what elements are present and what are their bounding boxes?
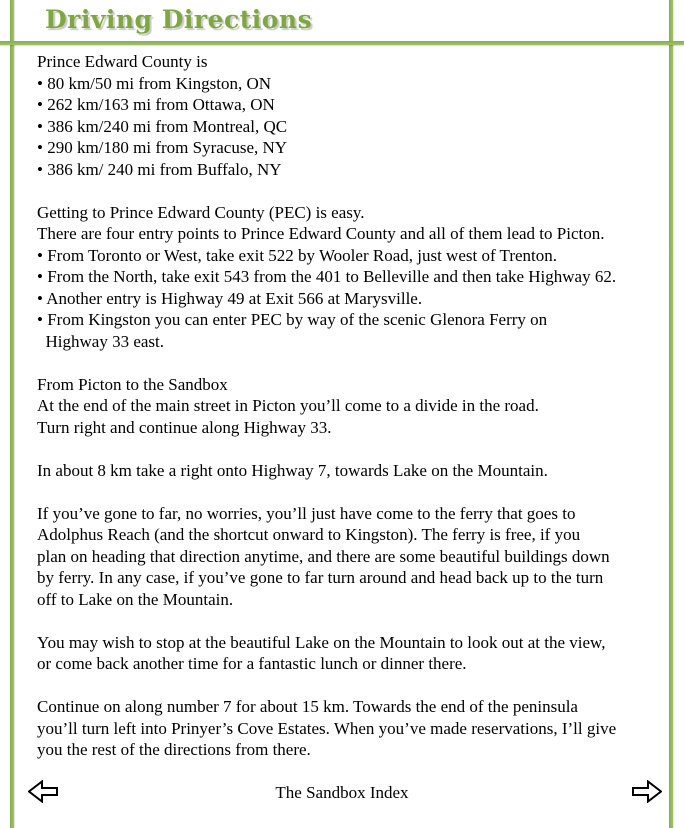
text-line: • Another entry is Highway 49 at Exit 566 at Marysville. bbox=[37, 288, 423, 308]
paragraph-distances bbox=[37, 51, 662, 180]
text-line: • 386 km/240 mi from Montreal, QC bbox=[37, 116, 288, 136]
right-arrow-icon bbox=[632, 780, 662, 803]
text-line: If you’ve gone to far, no worries, you’ll just have come to the ferry that goes to bbox=[37, 503, 576, 523]
text-line: Turn right and continue along Highway 33. bbox=[37, 417, 332, 437]
sandbox-index-link[interactable]: The Sandbox Index bbox=[275, 783, 409, 802]
paragraph-prinyers-cove bbox=[37, 696, 662, 761]
text-line: You may wish to stop at the beautiful Lake on the Mountain to look out at the view, bbox=[37, 632, 606, 652]
next-page-button[interactable] bbox=[632, 780, 662, 803]
text-line: you the rest of the directions from there. bbox=[37, 740, 311, 759]
text-line: or come back another time for a fantastic lunch or dinner there. bbox=[37, 654, 467, 673]
title-divider-line bbox=[0, 41, 684, 45]
text-line: • From Toronto or West, take exit 522 by Wooler Road, just west of Trenton. bbox=[37, 245, 558, 265]
text-line: Continue on along number 7 for about 15 km. Towards the end of the peninsula bbox=[37, 697, 578, 716]
text-line: • From Kingston you can enter PEC by way of the scenic Glenora Ferry on bbox=[37, 310, 548, 329]
text-line: you’ll turn left into Prinyer’s Cove Estates. When you’ve made reservations, I’ll give bbox=[37, 718, 617, 738]
text-line: Highway 33 east. bbox=[37, 331, 165, 351]
text-line: • From the North, take exit 543 from the 401 to Belleville and then take Highway 62. bbox=[37, 267, 617, 286]
text-line: plan on heading that direction anytime, and there are some beautiful buildings down bbox=[37, 546, 610, 566]
text-line: • 290 km/180 mi from Syracuse, NY bbox=[37, 138, 288, 157]
frame-line-left bbox=[10, 0, 14, 828]
text-line: Getting to Prince Edward County (PEC) is easy. bbox=[37, 202, 365, 222]
text-line: From Picton to the Sandbox bbox=[37, 374, 228, 394]
frame-line-right bbox=[669, 0, 673, 828]
text-line: There are four entry points to Prince Edward County and all of them lead to Picton. bbox=[37, 224, 605, 243]
text-line: by ferry. In any case, if you’ve gone to far turn around and head back up to the turn bbox=[37, 568, 604, 587]
paragraph-entry-points bbox=[37, 202, 662, 353]
paragraph-picton-to-sandbox bbox=[37, 374, 662, 439]
text-line: At the end of the main street in Picton you’ll come to a divide in the road. bbox=[37, 396, 539, 415]
text-line: • 262 km/163 mi from Ottawa, ON bbox=[37, 95, 275, 114]
text-line: • 386 km/ 240 mi from Buffalo, NY bbox=[37, 159, 282, 179]
directions-text bbox=[37, 51, 662, 761]
paragraph-ferry-note bbox=[37, 503, 662, 611]
text-line: In about 8 km take a right onto Highway 7, towards Lake on the Mountain. bbox=[37, 460, 548, 480]
text-line: off to Lake on the Mountain. bbox=[37, 589, 234, 609]
text-line: • 80 km/50 mi from Kingston, ON bbox=[37, 73, 272, 93]
text-line: Adolphus Reach (and the shortcut onward to Kingston). The ferry is free, if you bbox=[37, 525, 581, 544]
paragraph-lake-on-mountain bbox=[37, 632, 662, 675]
paragraph-highway-7 bbox=[37, 460, 662, 482]
text-line: Prince Edward County is bbox=[37, 52, 208, 71]
page-title: Driving Directions bbox=[45, 5, 313, 34]
